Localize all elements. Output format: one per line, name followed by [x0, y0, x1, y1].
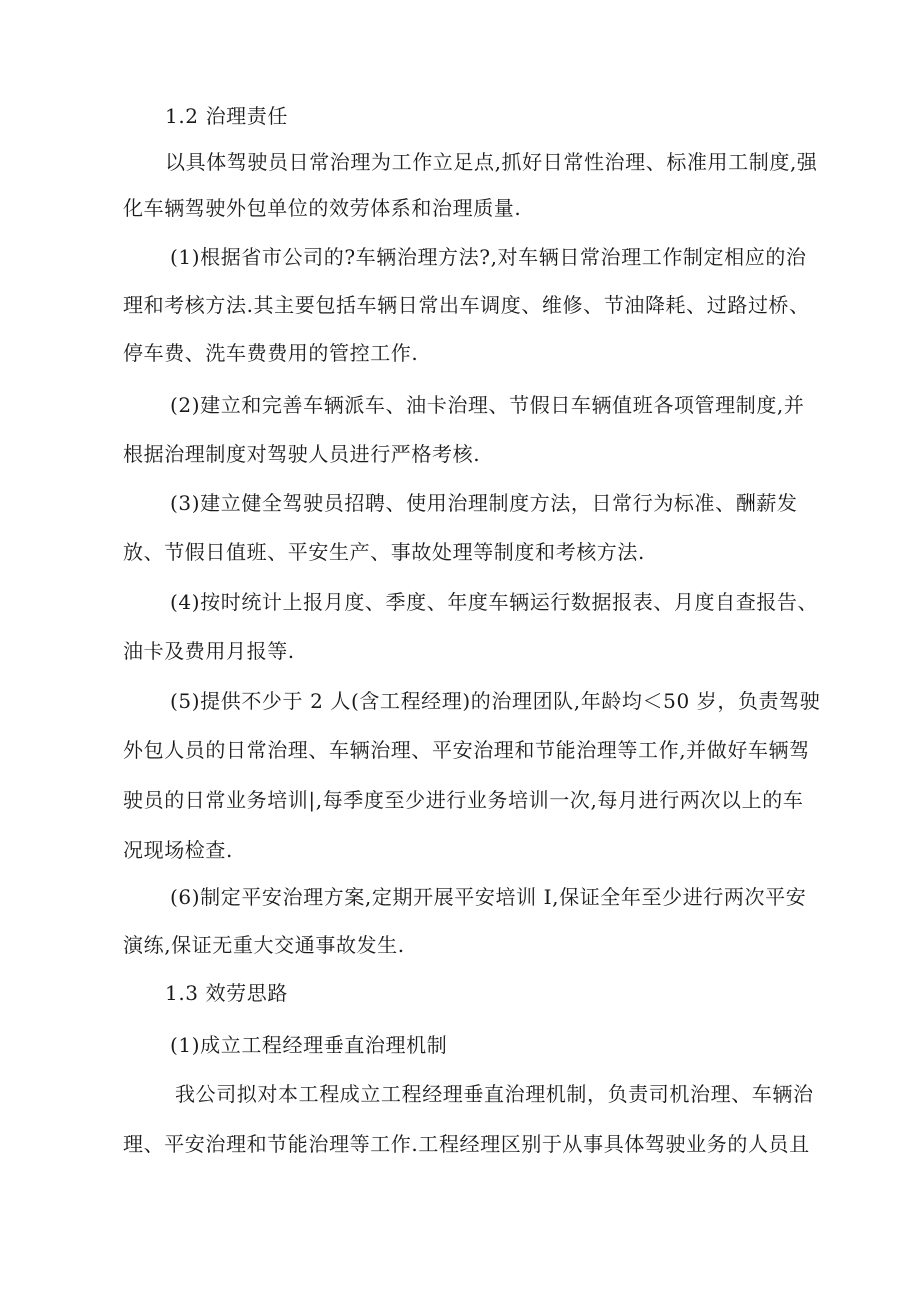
item-1-line-1: (1)根据省市公司的?车辆治理方法?,对车辆日常治理工作制定相应的治	[170, 245, 807, 269]
item-2-line-1: (2)建立和完善车辆派车、油卡治理、节假日车辆值班各项管理制度,并	[170, 393, 805, 417]
item-5-line-4: 况现场检查.	[123, 838, 233, 862]
paragraph-mechanism-line-1: 我公司拟对本工程成立工程经理垂直治理机制，负责司机治理、车辆治	[175, 1082, 814, 1106]
item-3-line-2: 放、节假日值班、平安生产、事故处理等制度和考核方法.	[123, 540, 645, 564]
item-5-line-3: 驶员的日常业务培训|,每季度至少进行业务培训一次,每月进行两次以上的车	[123, 788, 804, 812]
item-6-line-2: 演练,保证无重大交通事故发生.	[123, 933, 405, 957]
paragraph-mechanism-line-2: 理、平安治理和节能治理等工作.工程经理区别于从事具体驾驶业务的人员且	[123, 1132, 810, 1156]
subheading-1: (1)成立工程经理垂直治理机制	[170, 1033, 448, 1057]
item-2-line-2: 根据治理制度对驾驶人员进行严格考核.	[123, 442, 481, 466]
section-heading-1-3: 1.3 效劳思路	[165, 981, 288, 1005]
item-3-line-1: (3)建立健全驾驶员招聘、使用治理制度方法，日常行为标准、酬薪发	[170, 491, 798, 515]
item-4-line-1: (4)按时统计上报月度、季度、年度车辆运行数据报表、月度自查报告、	[170, 590, 819, 614]
item-6-line-1: (6)制定平安治理方案,定期开展平安培训 I,保证全年至少进行两次平安	[170, 885, 807, 909]
item-1-line-3: 停车费、洗车费费用的管控工作.	[123, 341, 419, 365]
paragraph-intro-line-1: 以具体驾驶员日常治理为工作立足点,抓好日常性治理、标准用工制度,强	[165, 150, 818, 174]
item-5-line-1: (5)提供不少于 2 人(含工程经理)的治理团队,年龄均＜50 岁，负责驾驶	[170, 689, 821, 713]
section-heading-1-2: 1.2 治理责任	[165, 104, 288, 128]
item-5-line-2: 外包人员的日常治理、车辆治理、平安治理和节能治理等工作,并做好车辆驾	[123, 738, 810, 762]
item-4-line-2: 油卡及费用月报等.	[123, 639, 295, 663]
item-1-line-2: 理和考核方法.其主要包括车辆日常出车调度、维修、节油降耗、过路过桥、	[123, 293, 810, 317]
paragraph-intro-line-2: 化车辆驾驶外包单位的效劳体系和治理质量.	[123, 196, 522, 220]
